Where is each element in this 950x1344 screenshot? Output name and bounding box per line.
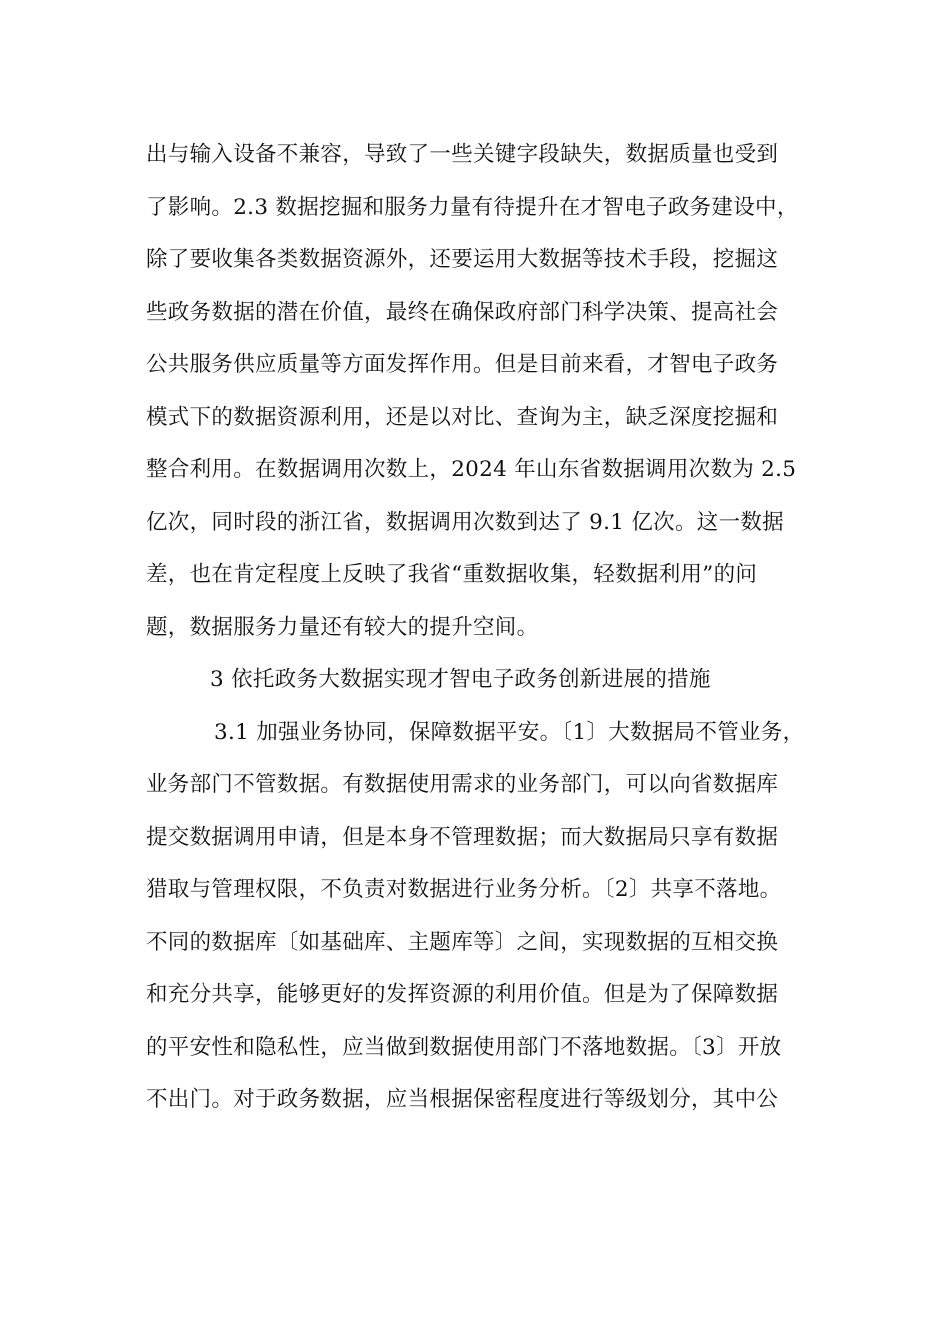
text-line-4: 些政务数据的潜在价值，最终在确保政府部门科学决策、提高社会	[146, 299, 779, 325]
text-line-16: 不同的数据库〔如基础库、主题库等〕之间，实现数据的互相交换	[146, 929, 779, 955]
text-line-15: 猎取与管理权限，不负责对数据进行业务分析。〔2〕共享不落地。	[146, 877, 782, 902]
subsection-line: 3.1 加强业务协同，保障数据平安。〔1〕大数据局不管业务，	[214, 719, 805, 745]
text-line-17: 和充分共享，能够更好的发挥资源的利用价值。但是为了保障数据	[146, 982, 779, 1007]
section-heading: 3 依托政务大数据实现才智电子政务创新进展的措施	[210, 667, 711, 692]
text-line-19: 不出门。对于政务数据，应当根据保密程度进行等级划分，其中公	[146, 1087, 779, 1112]
document-body	[146, 129, 836, 1127]
text-line-13: 业务部门不管数据。有数据使用需求的业务部门，可以向省数据库	[146, 772, 779, 797]
text-line-18: 的平安性和隐私性，应当做到数据使用部门不落地数据。〔3〕开放	[146, 1034, 782, 1060]
text-line-6: 模式下的数据资源利用，还是以对比、查询为主，缺乏深度挖掘和	[146, 404, 779, 430]
text-line-7: 整合利用。在数据调用次数上，2024 年山东省数据调用次数为 2.5	[146, 457, 797, 482]
text-line-5: 公共服务供应质量等方面发挥作用。但是目前来看，才智电子政务	[146, 352, 779, 377]
text-line-2: 了影响。2.3 数据挖掘和服务力量有待提升在才智电子政务建设中，	[146, 194, 799, 220]
text-line-10: 题，数据服务力量还有较大的提升空间。	[146, 614, 539, 640]
text-line-1: 出与输入设备不兼容，导致了一些关键字段缺失，数据质量也受到	[146, 142, 779, 167]
text-line-3: 除了要收集各类数据资源外，还要运用大数据等技术手段，挖掘这	[146, 247, 779, 272]
text-line-9: 差，也在肯定程度上反映了我省“重数据收集，轻数据利用”的问	[146, 562, 758, 587]
text-line-8: 亿次，同时段的浙江省，数据调用次数到达了 9.1 亿次。这一数据	[146, 509, 784, 535]
text-line-14: 提交数据调用申请，但是本身不管理数据；而大数据局只享有数据	[146, 824, 779, 850]
